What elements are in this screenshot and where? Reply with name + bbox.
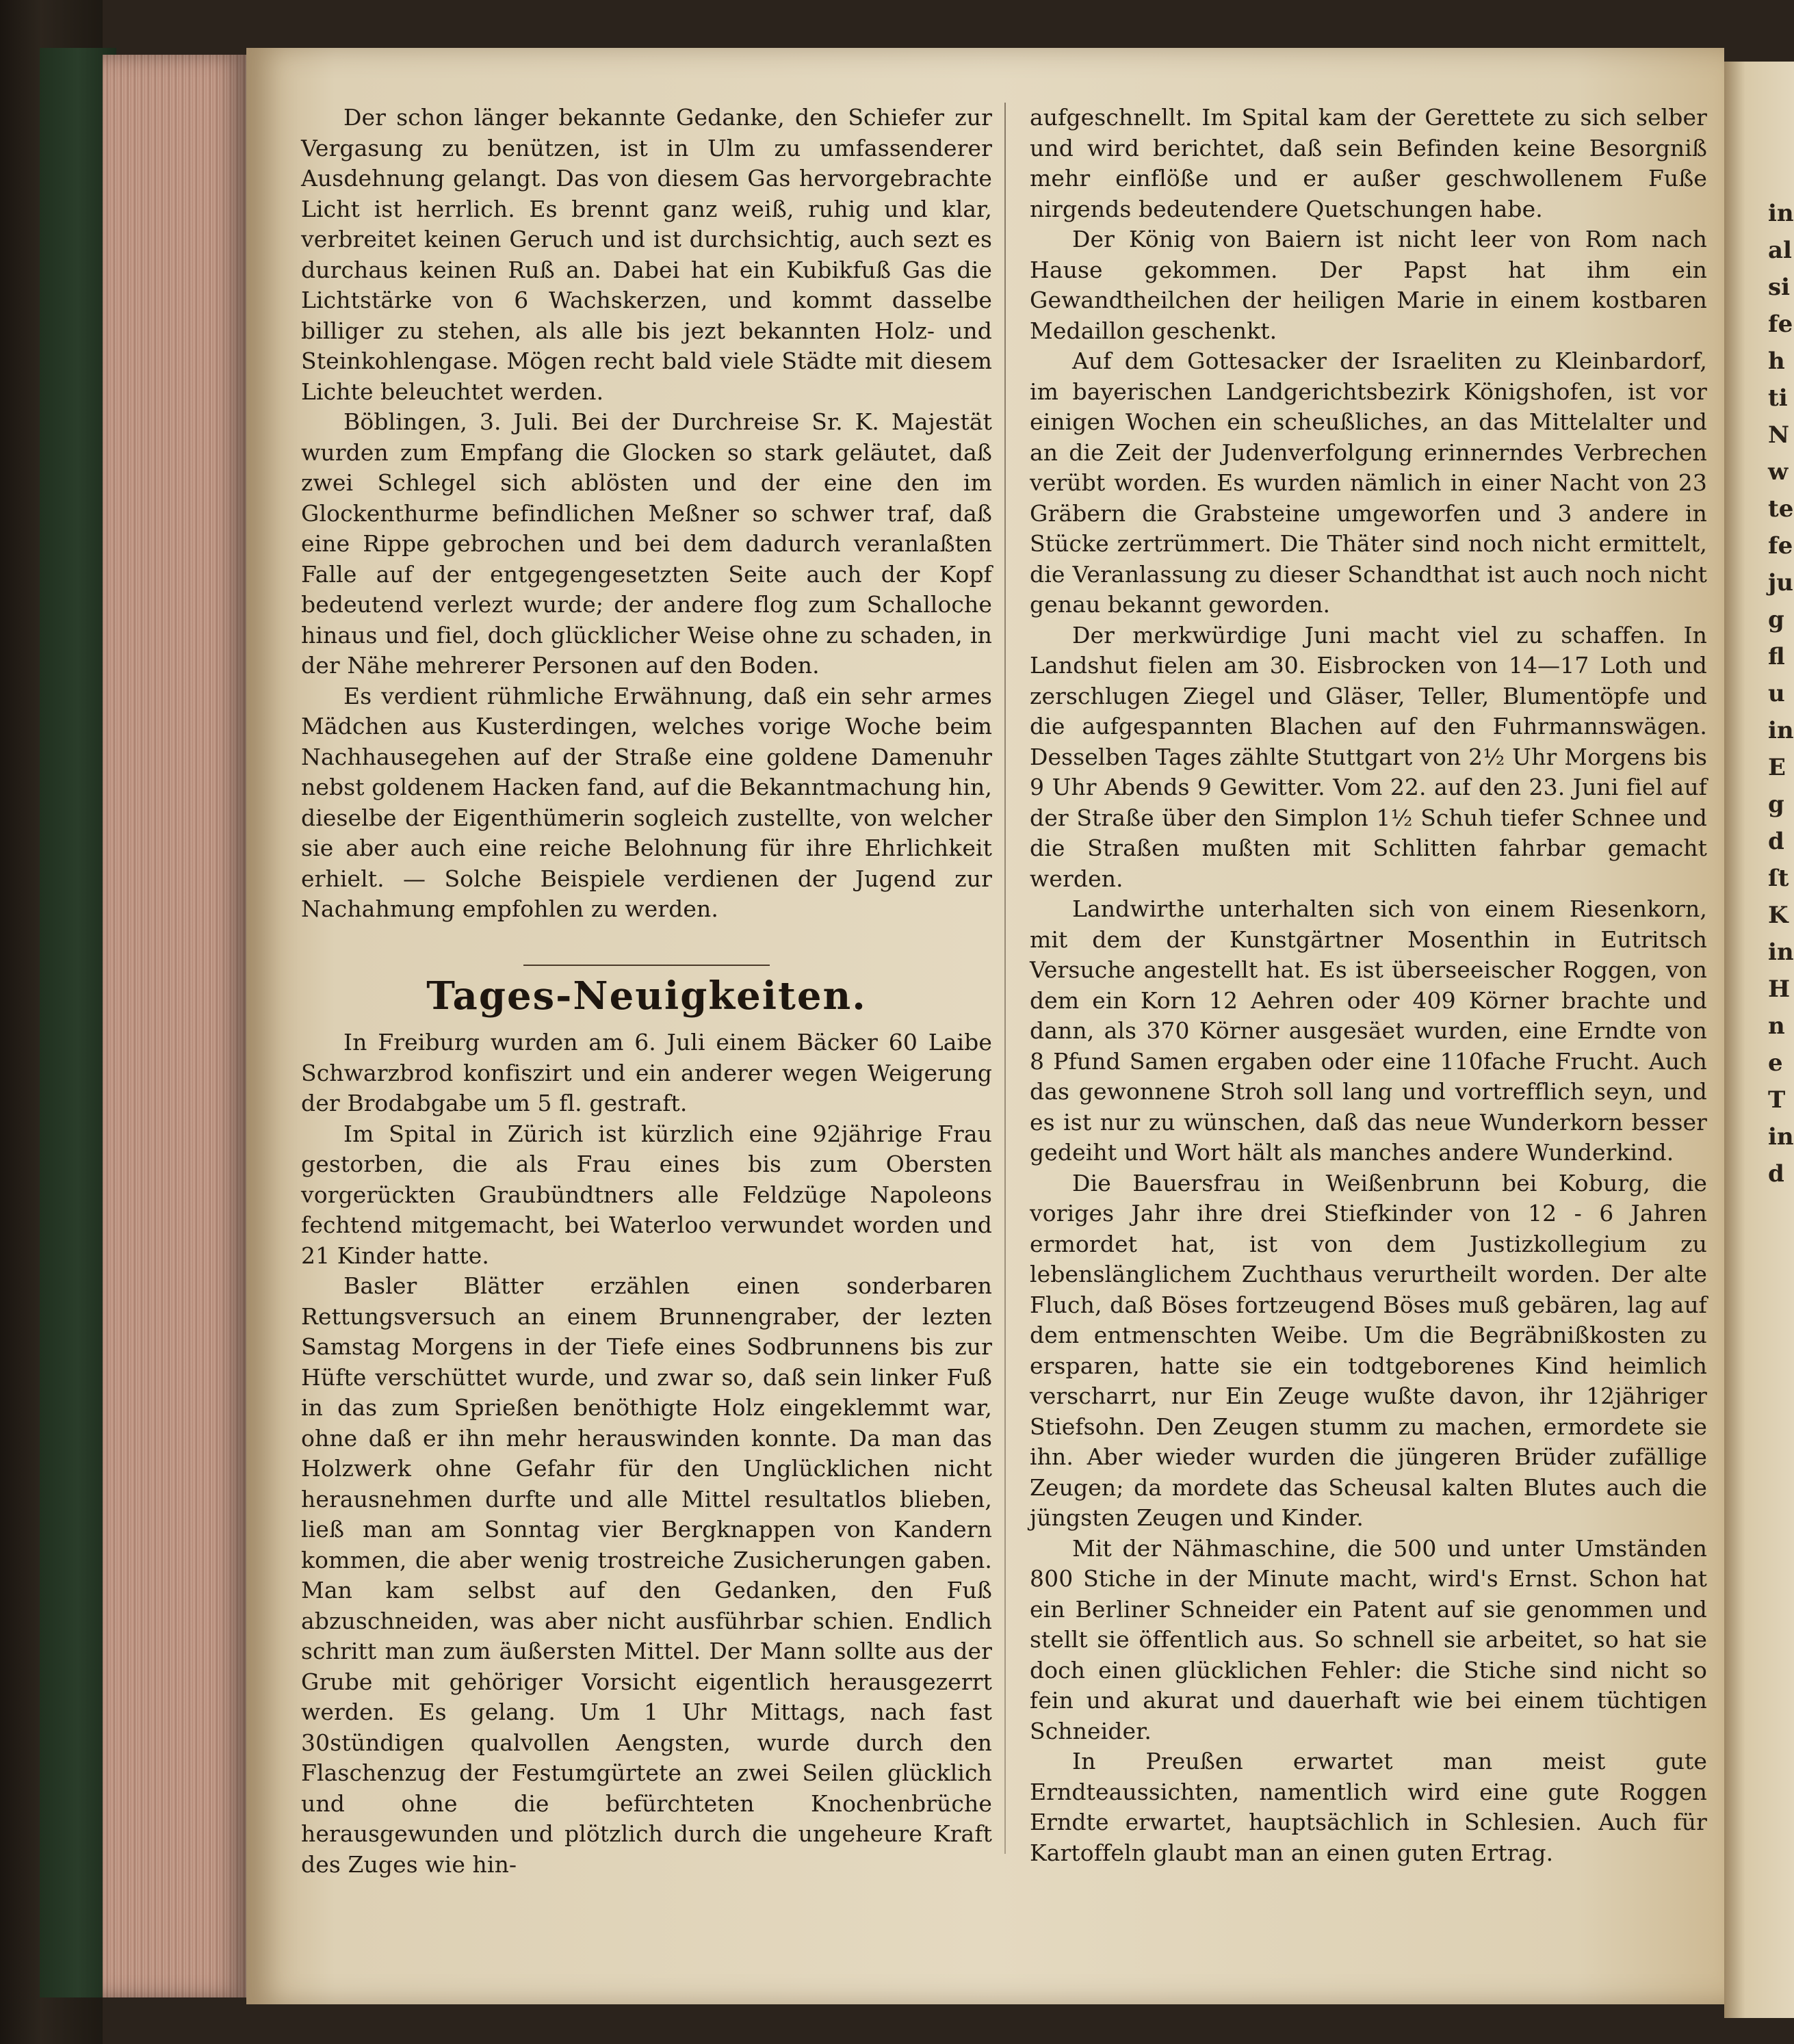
paragraph-kleinbardorf: Auf dem Gottesacker der Israeliten zu Kleinbardorf, im bayerischen Landgerichtsbezirk Königshofen, ist vor einigen Wochen ein scheußliches, an das Mittelalter und an die Zeit der Judenverfolgung erinnerndes Verbrechen verübt worden. Es wurden nämlich in einer Nacht von 23 Gräbern die Grabsteine umgeworfen und 3 andere in Stücke zertrümmert. Die Thäter sind noch nicht ermittelt, die Veranlassung zu dieser Schandthat ist auch noch nicht genau bekannt geworden.	[1030, 348, 1707, 618]
paragraph-riesenkorn: Landwirthe unterhalten sich von einem Riesenkorn, mit dem der Kunstgärtner Mosenthin in Eutritsch Versuche angestellt hat. Es ist überseeischer Roggen, von dem ein Korn 12 Aehren oder 409 Körner brachte und dann, als 370 Körner ausgesäet wurden, eine Erndte von 8 Pfund Samen ergaben oder eine 110fache Frucht. Auch das gewonnene Stroh soll lang und vortrefflich seyn, und es ist nur zu wünschen, daß das neue Wunderkorn besser gedeiht und Wort hält als manches andere Wunderkind.	[1030, 895, 1707, 1166]
paragraph-koenig-baiern: Der König von Baiern ist nicht leer von Rom nach Hause gekommen. Der Papst hat ihm ein Gewandtheilchen der heiligen Marie in einem kostbaren Medaillon geschenkt.	[1030, 226, 1707, 344]
right-column	[1030, 103, 1707, 1868]
page-edges	[103, 55, 246, 1997]
paragraph-boeblingen: Böblingen, 3. Juli. Bei der Durchreise Sr. K. Majestät wurden zum Empfang die Glocken so stark geläutet, daß zwei Schlegel sich ablösten und der eine den im Glockenthurme befindlichen Meßner so schwer traf, daß eine Rippe gebrochen und bei dem dadurch veranlaßten Falle auf der entgegengesetzten Seite auch der Kopf bedeutend verlezt wurde; der andere flog zum Schalloche hinaus und fiel, doch glücklicher Weise ohne zu schaden, in der Nähe mehrerer Personen auf den Boden.	[301, 408, 992, 679]
paragraph-naehmaschine: Mit der Nähmaschine, die 500 und unter Umständen 800 Stiche in der Minute macht, wird's Ernst. Schon hat ein Berliner Schneider ein Patent auf sie genommen und stellt sie öffentlich aus. So schnell sie arbeitet, so hat sie doch einen glücklichen Fehler: die Stiche sind nicht so fein und akurat und dauerhaft wie bei einem tüchtigen Schneider.	[1030, 1534, 1707, 1744]
paragraph-preussen: In Preußen erwartet man meist gute Erndteaussichten, namentlich wird eine gute Roggen Erndte erwartet, hauptsächlich in Schlesien. Auch für Kartoffeln glaubt man an einen guten Ertrag.	[1030, 1748, 1707, 1866]
news-basler-blaetter: Basler Blätter erzählen einen sonderbaren Rettungsversuch an einem Brunnengraber, der lezten Samstag Morgens in der Tiefe eines Sodbrunnens bis zur Hüfte verschüttet wurde, und zwar so, daß sein linker Fuß in das zum Sprießen benöthigte Holz eingeklemmt war, ohne daß er ihn mehr herauswinden konnte. Da man das Holzwerk ohne Gefahr für den Unglücklichen nicht herausnehmen durfte und alle Mittel resultatlos blieben, ließ man am Sonntag vier Bergknappen von Kandern kommen, die aber wenig trostreiche Zusicherungen gaben. Man kam selbst auf den Gedanken, den Fuß abzuschneiden, was aber nicht ausführbar schien. Endlich schritt man zum äußersten Mittel. Der Mann sollte aus der Grube mit gehöriger Vorsicht eigentlich herausgezerrt werden. Es gelang. Um 1 Uhr Mittags, nach fast 30stündigen qualvollen Aengsten, wurde durch den Flaschenzug der Festumgürtete an zwei Seilen glücklich und ohne die befürchteten Knochenbrüche herausgewunden und plötzlich durch die ungeheure Kraft des Zuges wie hin-	[301, 1272, 992, 1878]
paragraph-juni-wetter: Der merkwürdige Juni macht viel zu schaffen. In Landshut fielen am 30. Eisbrocken von 14—17 Loth und zerschlugen Ziegel und Gläser, Teller, Blumentöpfe und die aufgespannten Blachen auf den Fuhrmannswägen. Desselben Tages zählte Stuttgart von 2½ Uhr Morgens bis 9 Uhr Abends 9 Gewitter. Vom 22. auf den 23. Juni fiel auf der Straße über den Simplon 1½ Schuh tiefer Schnee und die Straßen mußten mit Schlitten fahrbar gemacht werden.	[1030, 621, 1707, 892]
left-column	[301, 103, 992, 1880]
paragraph-aufgeschnellt: aufgeschnellt. Im Spital kam der Gerettete zu sich selber und wird berichtet, daß sein Befinden keine Besorgniß mehr einflöße und er außer geschwollenem Fuße nirgends bedeutendere Quetschungen habe.	[1030, 104, 1707, 222]
paragraph-weissenbrunn: Die Bauersfrau in Weißenbrunn bei Koburg, die voriges Jahr ihre drei Stiefkinder von 12 - 6 Jahren ermordet hat, ist von dem Justizkollegium zu lebenslänglichem Zuchthaus verurtheilt worden. Der alte Fluch, daß Böses fortzeugend Böses muß gebären, lag auf dem entmenschten Weibe. Um die Begräbnißkosten zu ersparen, hatte sie ein todtgeborenes Kind heimlich verscharrt, nur Ein Zeuge wußte davon, ihr 12jähriger Stiefsohn. Den Zeugen stumm zu machen, ermordete sie ihn. Aber wieder wurden die jüngeren Brüder zufällige Zeugen; da mordete das Scheusal kalten Blutes auch die jüngsten Zeugen und Kinder.	[1030, 1169, 1707, 1531]
news-freiburg: In Freiburg wurden am 6. Juli einem Bäcker 60 Laibe Schwarzbrod konfiszirt und ein anderer wegen Weigerung der Brodabgabe um 5 fl. gestraft.	[301, 1029, 992, 1116]
paragraph-schiefer-gas: Der schon länger bekannte Gedanke, den Schiefer zur Vergasung zu benützen, ist in Ulm zu umfassenderer Ausdehnung gelangt. Das von diesem Gas hervorgebrachte Licht ist herrlich. Es brennt ganz weiß, ruhig und klar, verbreitet keinen Geruch und ist durchsichtig, auch sezt es durchaus keinen Ruß an. Dabei hat ein Kubikfuß Gas die Lichtstärke von 6 Wachskerzen, und kommt dasselbe billiger zu stehen, als alle bis jezt bekannten Holz- und Steinkohlengase. Mögen recht bald viele Städte mit diesem Lichte beleuchtet werden.	[301, 104, 992, 405]
next-page-edge	[1724, 62, 1794, 2018]
section-rule	[523, 965, 770, 966]
column-divider	[1004, 103, 1006, 1854]
next-page-fragments: in al si fe h ti N w te fe ju g fl u in E g d ſt K in H n e T in d	[1768, 200, 1794, 1188]
section-heading: Tages-Neuigkeiten.	[426, 973, 867, 1019]
news-zuerich: Im Spital in Zürich ist kürzlich eine 92jährige Frau gestorben, die als Frau eines bis zum Obersten vorgerückten Graubündtners alle Feldzüge Napoleons fechtend mitgemacht, bei Waterloo verwundet worden und 21 Kinder hatte.	[301, 1120, 992, 1269]
paragraph-kusterdingen: Es verdient rühmliche Erwähnung, daß ein sehr armes Mädchen aus Kusterdingen, welches vorige Woche beim Nachhausegehen auf der Straße eine goldene Damenuhr nebst goldenem Hacken fand, auf die Bekanntmachung hin, dieselbe der Eigenthümerin sogleich zustellte, von welcher sie aber auch eine reiche Belohnung für ihre Ehrlichkeit erhielt. — Solche Beispiele verdienen der Jugend zur Nachahmung empfohlen zu werden.	[301, 682, 992, 922]
